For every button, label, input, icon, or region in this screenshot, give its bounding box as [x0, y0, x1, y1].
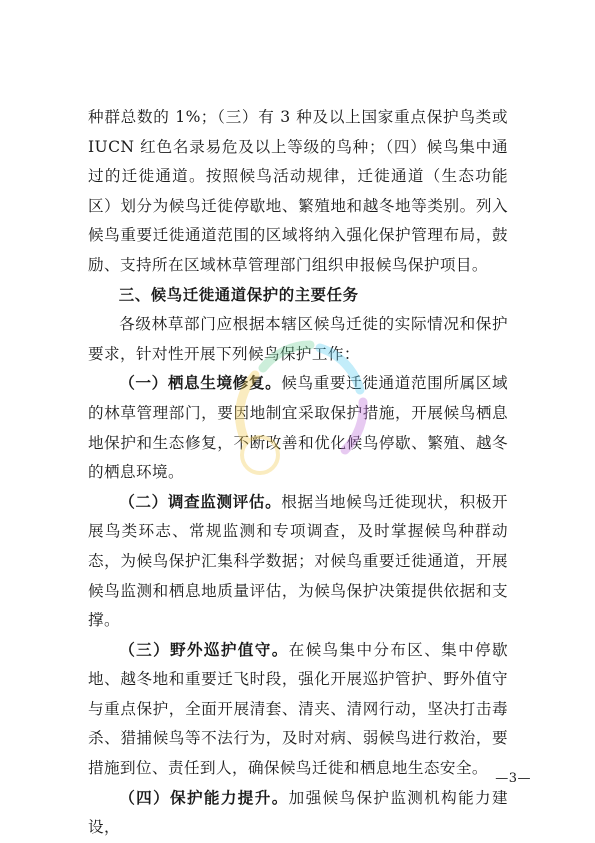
task-item-text: 在候鸟集中分布区、集中停歇地、越冬地和重要迁飞时段，强化开展巡护管护、野外值守与重点保护，全面开展清套、清夹、清网行动，坚决打击毒杀、猎捕候鸟等不法行为，及时对病、弱候鸟进行救治，要措施到位、责任到人，确保候鸟迁徙和栖息地生态安全。: [88, 640, 508, 778]
paragraph-criteria-continued: 种群总数的 1%；（三）有 3 种及以上国家重点保护鸟类或 IUCN 红色名录易危及以上等级的鸟种；（四）候鸟集中通过的迁徙通道。按照候鸟活动规律，迁徙通道（生态功能区）划分为候鸟迁徙停歇地、繁殖地和越冬地等类别。列入候鸟重要迁徙通道范围的区域将纳入强化保护管理布局，鼓励、支持所在区域林草管理部门组织申报候鸟保护项目。: [88, 108, 508, 274]
task-item-survey-monitoring: [88, 488, 508, 636]
document-body: [88, 103, 508, 843]
section-heading: 三、候鸟迁徙通道保护的主要任务: [118, 285, 359, 304]
paragraph-intro: 各级林草部门应根据本辖区候鸟迁徙的实际情况和保护要求，针对性开展下列候鸟保护工作：: [88, 315, 508, 363]
task-item-lead: （四）保护能力提升。: [119, 788, 289, 807]
task-item-lead: （三）野外巡护值守。: [119, 640, 289, 659]
task-item-habitat-restoration: [88, 369, 508, 487]
task-item-capacity: [88, 784, 508, 843]
task-item-lead: （二）调查监测评估。: [119, 492, 282, 511]
task-item-text: 加强候鸟保护监测机构能力建设，: [88, 788, 508, 837]
task-item-lead: （一）栖息生境修复。: [119, 374, 282, 393]
page-number: —3—: [495, 771, 531, 786]
task-item-text: 根据当地候鸟迁徙现状，积极开展鸟类环志、常规监测和专项调查，及时掌握候鸟种群动态，为候鸟保护汇集科学数据；对候鸟重要迁徙通道，开展候鸟监测和栖息地质量评估，为候鸟保护决策提供依据和支撑。: [88, 492, 508, 630]
task-item-text: 候鸟重要迁徙通道范围所属区域的林草管理部门，要因地制宜采取保护措施，开展候鸟栖息地保护和生态修复，不断改善和优化候鸟停歇、繁殖、越冬的栖息环境。: [88, 374, 508, 482]
task-item-field-patrol: [88, 636, 508, 784]
